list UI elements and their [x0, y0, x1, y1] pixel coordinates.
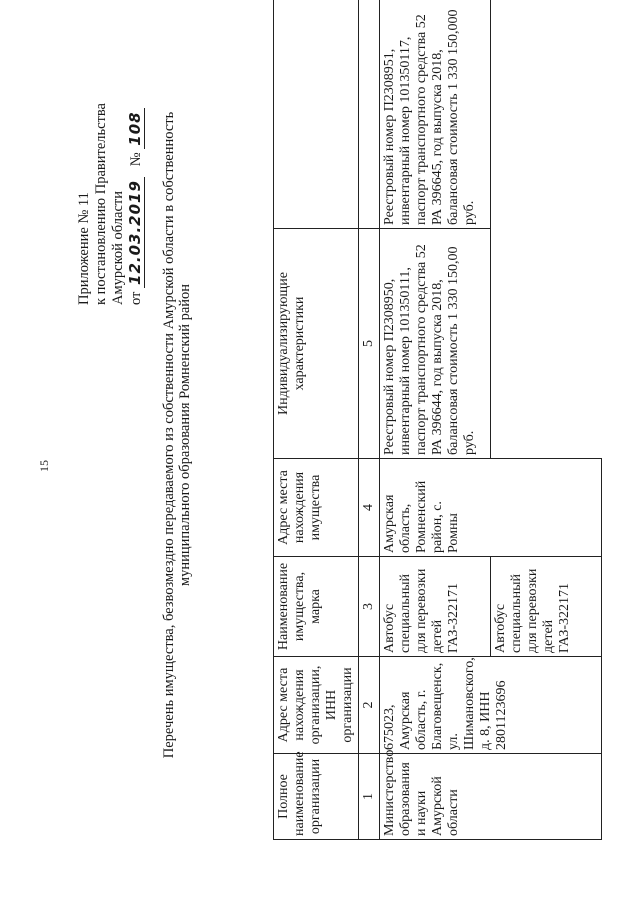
appendix-title: Приложение № 11: [76, 192, 92, 305]
cell-property-name: Автобус специальный для перевозки детей ГАЗ-322171: [491, 557, 602, 657]
header-org-address: Адрес места нахождения организации, ИНН организации: [274, 657, 359, 754]
table-row: [380, 0, 491, 840]
title-line-2: муниципального образования Ромненский район: [177, 283, 193, 587]
document-title: [161, 45, 193, 825]
empty-cell: [491, 0, 602, 229]
column-number: 5: [359, 229, 380, 459]
title-line-1: Перечень имущества, безвозмездно передаваемого из собственности Амурской области в собственность: [161, 111, 177, 759]
column-number: 1: [359, 754, 380, 840]
handwritten-date: 12.03.2019: [126, 177, 145, 288]
header-property-address: Адрес места нахождения имущества: [274, 459, 359, 557]
column-number-row: [359, 0, 380, 840]
appendix-date-line: [127, 103, 145, 305]
table-header-row: [274, 0, 359, 840]
column-number: 4: [359, 459, 380, 557]
page-number: 15: [37, 460, 51, 472]
appendix-decree: к постановлению Правительства: [93, 103, 109, 305]
cell-characteristics: Реестровый номер П2308951, инвентарный номер 101350117, паспорт транспортного средства 52 РА 396645, год выпуска 2018, балансовая стоимость 1 330 150,000 руб.: [380, 0, 491, 229]
header-blank: [274, 0, 359, 229]
date-prefix: от: [128, 291, 144, 305]
handwritten-number: 108: [126, 108, 145, 148]
header-org-name: Полное наименование организации: [274, 754, 359, 840]
cell-property-name: Автобус специальный для перевозки детей ГАЗ-322171: [380, 557, 491, 657]
column-number: 2: [359, 657, 380, 754]
column-number: 3: [359, 557, 380, 657]
number-prefix: №: [128, 152, 144, 167]
appendix-block: [76, 103, 145, 305]
cell-organization: Министерство образования и науки Амурской области: [380, 754, 602, 840]
column-number-blank: [359, 0, 380, 229]
cell-characteristics: Реестровый номер П2308950, инвентарный номер 101350111, паспорт транспортного средства 52 РА 396644, год выпуска 2018, балансовая стоимость 1 330 150,00 руб.: [380, 229, 491, 459]
header-property-name: Наименование имущества, марка: [274, 557, 359, 657]
cell-property-address: Амурская область, Ромненский район, с. Ромны: [380, 459, 602, 557]
property-table: [273, 0, 602, 840]
header-characteristics: Индивидуализирующие характеристики: [274, 229, 359, 459]
appendix-region: Амурской области: [110, 191, 126, 305]
cell-org-address: 675023, Амурская область, г. Благовещенск, ул. Шимановского, д. 8, ИНН 2801123696: [380, 657, 602, 754]
empty-cell: [491, 229, 602, 459]
